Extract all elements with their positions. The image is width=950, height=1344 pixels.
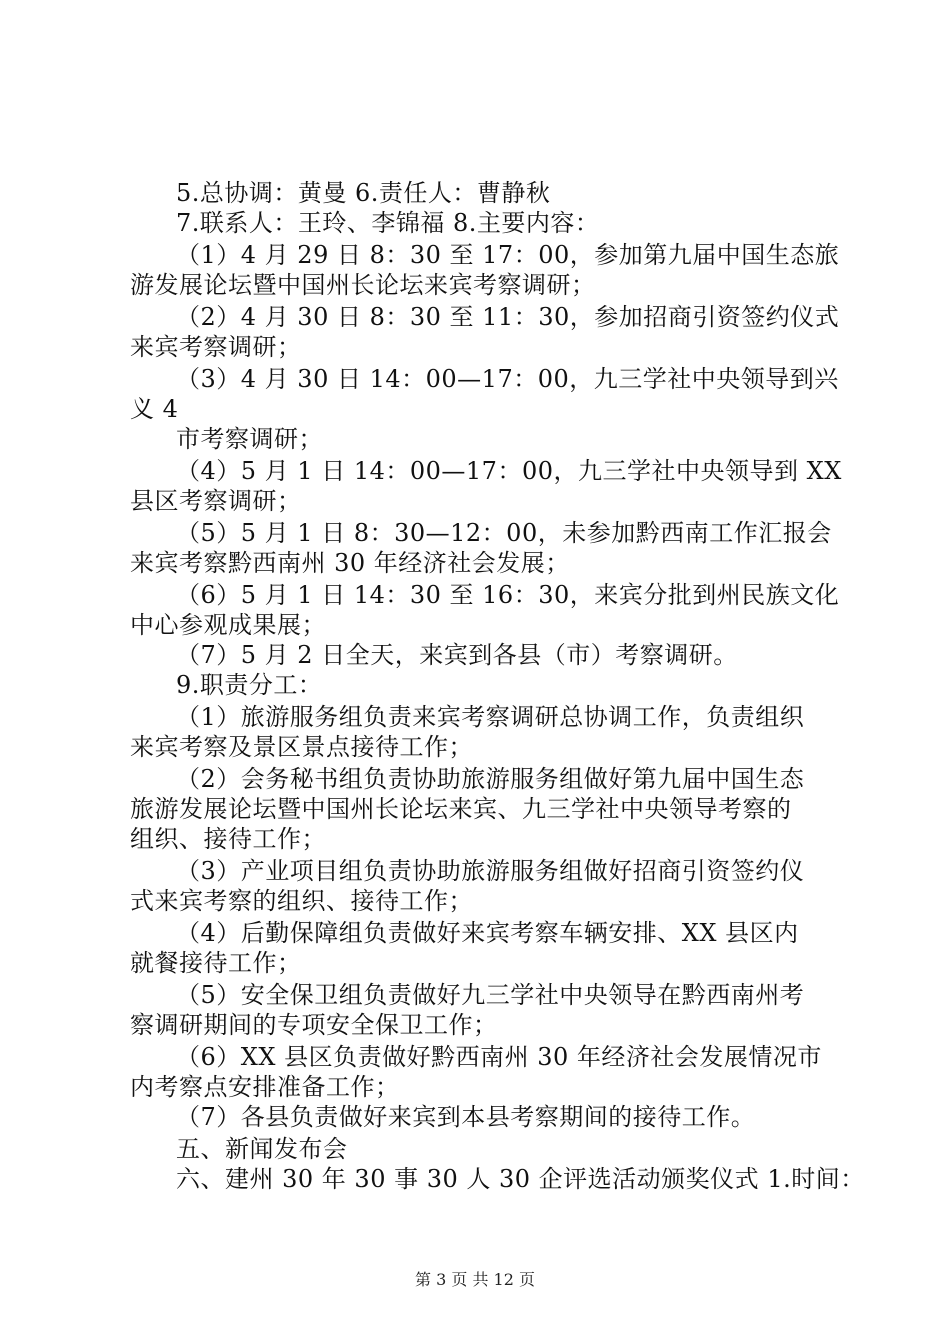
text-line: 9.职责分工：	[176, 671, 323, 699]
text-line: 市考察调研；	[176, 425, 323, 453]
text-line: （6）5 月 1 日 14：30 至 16：30，来宾分批到州民族文化	[176, 581, 840, 609]
page-number-footer: 第 3 页 共 12 页	[415, 1270, 535, 1289]
text-line: （5）安全保卫组负责做好九三学社中央领导在黔西南州考	[176, 981, 805, 1009]
text-line: 旅游发展论坛暨中国州长论坛来宾、九三学社中央领导考察的	[130, 795, 792, 823]
text-line: （2）4 月 30 日 8：30 至 11：30，参加招商引资签约仪式	[176, 303, 840, 331]
text-line: 游发展论坛暨中国州长论坛来宾考察调研；	[130, 271, 596, 299]
text-line: （2）会务秘书组负责协助旅游服务组做好第九届中国生态	[176, 765, 805, 793]
text-line: 内考察点安排准备工作；	[130, 1073, 400, 1101]
text-line: （3）4 月 30 日 14：00—17：00，九三学社中央领导到兴	[176, 365, 839, 393]
section-heading: 六、建州 30 年 30 事 30 人 30 企评选活动颁奖仪式 1.时间：	[176, 1165, 865, 1193]
text-line: 5.总协调：黄曼 6.责任人：曹静秋	[176, 179, 551, 207]
text-line: 来宾考察调研；	[130, 333, 302, 361]
text-line: 察调研期间的专项安全保卫工作；	[130, 1011, 498, 1039]
text-line: （4）5 月 1 日 14：00—17：00，九三学社中央领导到 XX	[176, 457, 842, 485]
text-line: （7）5 月 2 日全天，来宾到各县（市）考察调研。	[176, 641, 738, 669]
text-line: （3）产业项目组负责协助旅游服务组做好招商引资签约仪	[176, 857, 805, 885]
text-line: （1）旅游服务组负责来宾考察调研总协调工作，负责组织	[176, 703, 805, 731]
text-line: 就餐接待工作；	[130, 949, 302, 977]
text-line: （6）XX 县区负责做好黔西南州 30 年经济社会发展情况市	[176, 1043, 822, 1071]
text-line: 来宾考察及景区景点接待工作；	[130, 733, 473, 761]
text-line: （5）5 月 1 日 8：30—12：00，未参加黔西南工作汇报会	[176, 519, 832, 547]
text-line: 中心参观成果展；	[130, 611, 326, 639]
section-heading: 五、新闻发布会	[176, 1135, 348, 1163]
text-line: 义 4	[130, 395, 179, 423]
text-line: 来宾考察黔西南州 30 年经济社会发展；	[130, 549, 570, 577]
text-line: （7）各县负责做好来宾到本县考察期间的接待工作。	[176, 1103, 756, 1131]
text-line: 7.联系人：王玲、李锦福 8.主要内容：	[176, 209, 600, 237]
text-line: （1）4 月 29 日 8：30 至 17：00，参加第九届中国生态旅	[176, 241, 840, 269]
text-line: 组织、接待工作；	[130, 825, 326, 853]
text-line: （4）后勤保障组负责做好来宾考察车辆安排、XX 县区内	[176, 919, 799, 947]
text-line: 式来宾考察的组织、接待工作；	[130, 887, 473, 915]
text-line: 县区考察调研；	[130, 487, 302, 515]
